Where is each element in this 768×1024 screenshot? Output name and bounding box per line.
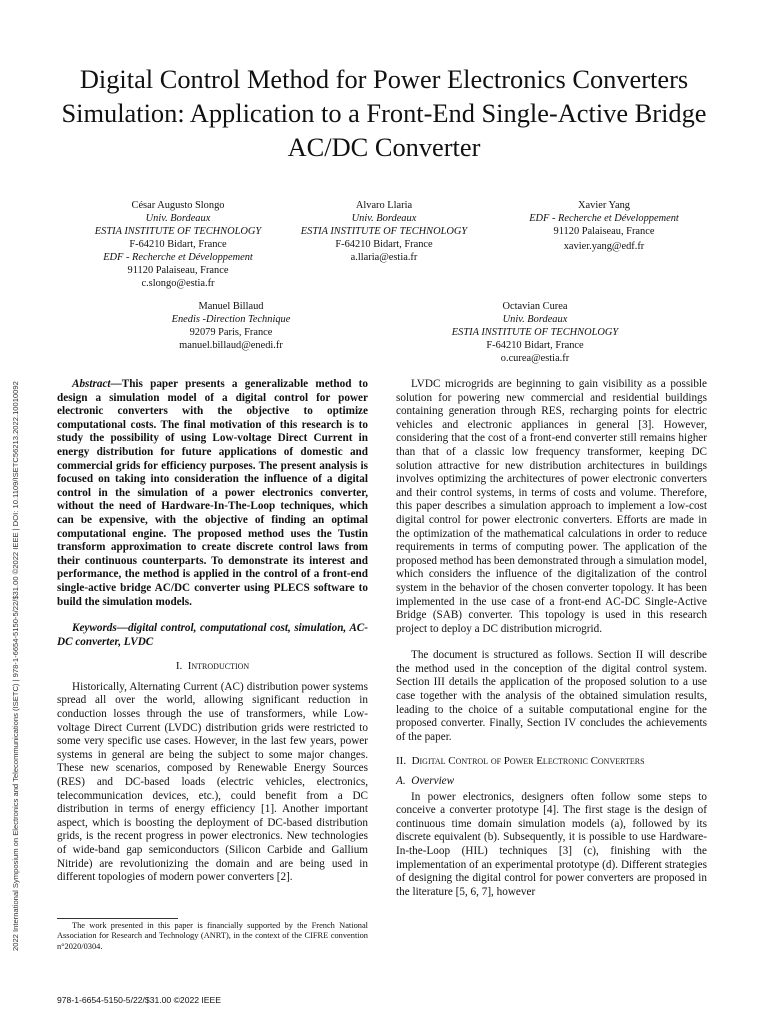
section-number: II. — [396, 755, 407, 768]
section-number: I. — [175, 660, 183, 673]
author-address: F-64210 Bidart, France — [486, 340, 584, 351]
author-name: Octavian Curea — [502, 301, 568, 312]
author-institute: ESTIA INSTITUTE OF TECHNOLOGY — [300, 226, 468, 237]
side-publication-note — [9, 288, 23, 951]
author-block-billaud — [141, 300, 321, 352]
abstract-paragraph — [57, 378, 368, 609]
author-address-2: 91120 Palaiseau, France — [127, 265, 229, 276]
section-title: Introduction — [187, 660, 250, 673]
author-email: c.slongo@estia.fr — [141, 278, 215, 289]
page-footer: 978-1-6654-5150-5/22/$31.00 ©2022 IEEE — [57, 995, 222, 1005]
footnote: The work presented in this paper is financially supported by the French National Association for Research and Technology (ANRT), in the context of the CIFRE convention n°2020/0304. — [57, 921, 368, 951]
subsection-title: Overview — [411, 775, 455, 788]
body-paragraph: The document is structured as follows. Section II will describe the method used in the conception of the digital control system. Section III details the application of the proposed solution to a use case together with the analysis of the obtained simulation results, leading to the choice of a suitable computational engine for the proposed converter. Finally, Section IV concludes the achievements of the paper. — [396, 649, 707, 743]
introduction-paragraph: Historically, Alternating Current (AC) distribution power systems spread all over the world, allowing significant reduction in conduction losses through the use of transformers, while Low-voltage Direct Current (LVDC) distribution grids were restricted to some very specific use cases. However, in the last few years, power systems in general are being the subject to some major changes. These new scenarios, composed by Renewable Energy Sources (RES) and DC-based loads (electric vehicles, electronics, telecommunication devices, etc.), could benefit from a DC distribution in terms of energy efficiency [1]. Another important aspect, which is boosting the deployment of DC-based distribution grids, is the recent progress in power electronics. New technologies of wide-band gap semiconductors (Silicon Carbide and Gallium Nitride) are revolutionizing the domain and are being used in different topologies of modern power converters [2]. — [57, 680, 368, 884]
author-address: 91120 Palaiseau, France — [553, 226, 655, 237]
author-email: o.curea@estia.fr — [500, 353, 570, 364]
right-column — [396, 378, 707, 899]
author-affiliation: Univ. Bordeaux — [145, 213, 211, 224]
author-email: xavier.yang@edf.fr — [563, 241, 645, 252]
author-institute: ESTIA INSTITUTE OF TECHNOLOGY — [94, 226, 262, 237]
section-heading-introduction — [57, 660, 368, 674]
author-block-llaria — [294, 199, 474, 264]
author-affiliation: Univ. Bordeaux — [351, 213, 417, 224]
footnote-divider — [57, 918, 178, 919]
author-name: Xavier Yang — [578, 200, 630, 211]
author-institute: ESTIA INSTITUTE OF TECHNOLOGY — [451, 327, 619, 338]
overview-paragraph: In power electronics, designers often follow some steps to conceive a converter prototype [4]. The first stage is the design of continuous time domain simulation models (a), followed by its discrete equivalent (b). Subsequently, it is possible to use Hardware-In-the-Loop (HIL) techniques [3] (c), finishing with the implementation of an experimental prototype (d). Different strategies of designing the digital control for power converters are proposed in the literature [5, 6, 7], however — [396, 790, 707, 898]
author-block-curea — [445, 300, 625, 365]
subsection-label: A. — [396, 775, 406, 788]
author-block-yang — [514, 199, 694, 253]
side-note-text: 2022 International Symposium on Electronics and Telecommunications (ISETC) | 978-1-6654-5150-5/22/$31.00 ©2022 IEEE | DOI: 10.1109/ISETC56213.2022.10010092 — [11, 381, 20, 951]
subsection-heading-overview — [396, 775, 707, 789]
author-name: Alvaro Llaria — [355, 200, 413, 211]
author-email: manuel.billaud@enedi.fr — [179, 340, 283, 351]
abstract-lead: Abstract — [72, 378, 111, 390]
paper-title: Digital Control Method for Power Electronics Converters Simulation: Application to a Front-End Single-Active Bridge AC/DC Converter — [61, 64, 707, 162]
keywords: Keywords—digital control, computational cost, simulation, AC-DC converter, LVDC — [57, 622, 368, 648]
author-affiliation: Univ. Bordeaux — [502, 314, 568, 325]
author-name: Manuel Billaud — [198, 301, 264, 312]
author-affiliation-2: EDF - Recherche et Développement — [103, 252, 253, 263]
abstract-text: —This paper presents a generalizable method to design a simulation model of a digital control for power electronic converters with the objective to optimize computational costs. The final motivation of this research is to study the possibility of using Low-voltage Direct Current in energy distribution for future applications of domestic and commercial grids for efficiency purposes. The present analysis is focused on taking into consideration the influence of a digital control in the simulation of a power electronics converter, without the need of Hardware-In-The-Loop techniques, which can be expensive, with the objective of finding an optimal computational engine. The proposed method uses the Tustin transform approximation to create discrete control laws from their continuous counterparts. To demonstrate its interest and performance, the method is applied in the control of a front-end single-active bridge AC/DC converter using PLECS software to build the simulation models. — [57, 378, 368, 608]
author-address: F-64210 Bidart, France — [129, 239, 227, 250]
section-heading-digital-control — [396, 755, 707, 769]
author-affiliation: Enedis -Direction Technique — [171, 314, 291, 325]
author-block-slongo — [88, 199, 268, 290]
author-email: a.llaria@estia.fr — [350, 252, 418, 263]
body-paragraph: LVDC microgrids are beginning to gain visibility as a possible solution for powering new commercial and residential buildings containing generation through RES, recharging points for electric vehicles and electronic appliances in general [3]. However, considering that the cost of a front-end converter still remains higher than that of a classic low frequency transformer, keeping DC solution attractive for new distribution architectures in buildings involves optimizing the architectures of power electronic converters and their control systems, in terms of costs and volume. Therefore, this paper describes a simulation approach to implement a low-cost digital control for power electronic converters. Efforts are made in the optimization of the mathematical calculations in order to reduce requirements in terms of computing power. The application of the proposed method has been demonstrated through a simulation model, which considers the influence of the digitalization of the control system in the behavior of the chosen converter topology. It has been implemented in the use case of a front-end AC-DC Single-Active Bridge (SAB) converter. This topology is used in this research project to deploy a DC distribution microgrid. — [396, 378, 708, 635]
author-affiliation: EDF - Recherche et Développement — [529, 213, 679, 224]
left-column — [57, 378, 368, 885]
section-title: Digital Control of Power Electronic Converters — [411, 755, 645, 768]
author-address: 92079 Paris, France — [189, 327, 273, 338]
author-name: César Augusto Slongo — [131, 200, 225, 211]
author-address: F-64210 Bidart, France — [335, 239, 433, 250]
